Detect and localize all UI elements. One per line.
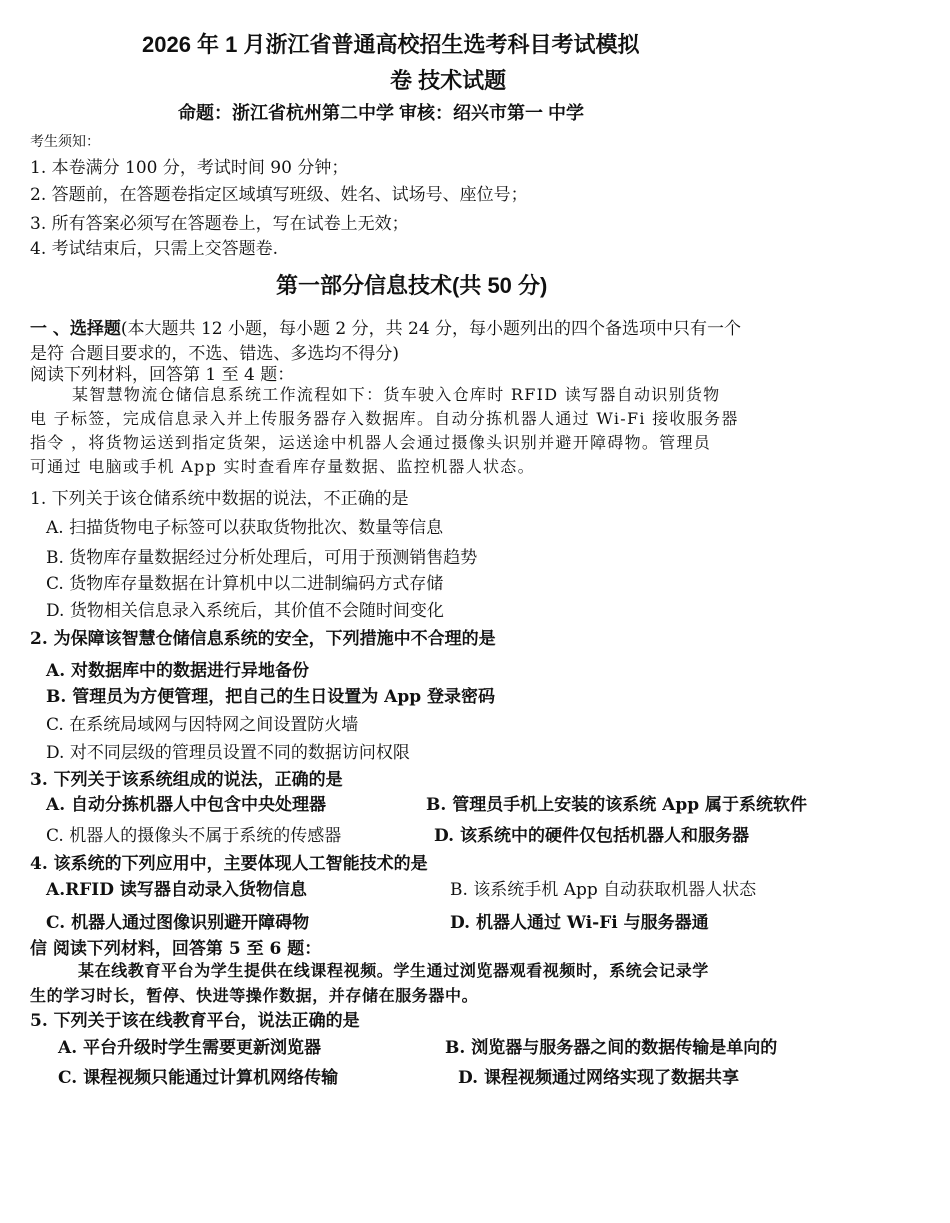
exam-title-line2: 卷 技术试题 xyxy=(390,68,507,93)
material-intro: 信 阅读下列材料，回答第 5 至 6 题： xyxy=(30,939,322,959)
part-title: 第一部分信息技术(共 50 分) xyxy=(276,273,548,298)
notice-item: 1. 本卷满分 100 分，考试时间 90 分钟； xyxy=(30,158,349,178)
question-option: C. 课程视频只能通过计算机网络传输 xyxy=(58,1068,339,1088)
question-option: A. 对数据库中的数据进行异地备份 xyxy=(46,661,310,681)
section-desc-cont: 是符 合题目要求的，不选、错选、多选均不得分) xyxy=(30,344,400,364)
question-stem: 4. 该系统的下列应用中，主要体现人工智能技术的是 xyxy=(30,854,428,874)
question-option: B. 该系统手机 App 自动获取机器人状态 xyxy=(450,880,757,900)
notice-item: 3. 所有答案必须写在答题卷上，写在试卷上无效； xyxy=(30,214,409,234)
question-option: A. 自动分拣机器人中包含中央处理器 xyxy=(46,795,327,815)
question-option: A.RFID 读写器自动录入货物信息 xyxy=(46,880,307,900)
question-stem: 3. 下列关于该系统组成的说法，正确的是 xyxy=(30,770,343,790)
question-option: C. 机器人通过图像识别避开障碍物 xyxy=(46,913,310,933)
notice-item: 2. 答题前，在答题卷指定区域填写班级、姓名、试场号、座位号； xyxy=(30,185,528,205)
question-option: A. 扫描货物电子标签可以获取货物批次、数量等信息 xyxy=(46,518,444,538)
section-header xyxy=(30,314,741,339)
exam-title-line1: 2026 年 1 月浙江省普通高校招生选考科目考试模拟 xyxy=(142,32,640,57)
question-option: C. 货物库存量数据在计算机中以二进制编码方式存储 xyxy=(46,574,444,594)
question-option: C. 在系统局域网与因特网之间设置防火墙 xyxy=(46,715,359,735)
question-option: B. 管理员为方便管理，把自己的生日设置为 App 登录密码 xyxy=(46,687,496,707)
question-option: D. 货物相关信息录入系统后，其价值不会随时间变化 xyxy=(46,601,444,621)
question-stem: 5. 下列关于该在线教育平台，说法正确的是 xyxy=(30,1011,360,1031)
question-option: B. 管理员手机上安装的该系统 App 属于系统软件 xyxy=(426,795,808,815)
question-option: B. 货物库存量数据经过分析处理后，可用于预测销售趋势 xyxy=(46,548,478,568)
material-line: 某在线教育平台为学生提供在线课程视频。学生通过浏览器观看视频时，系统会记录学 xyxy=(78,961,709,980)
material-line: 某智慧物流仓储信息系统工作流程如下：货车驶入仓库时 RFID 读写器自动识别货物 xyxy=(72,385,721,404)
material-line: 电 子标签，完成信息录入并上传服务器存入数据库。自动分拣机器人通过 Wi-Fi 接收服务器 xyxy=(30,409,739,428)
notice-item: 4. 考试结束后，只需上交答题卷. xyxy=(30,239,279,259)
exam-subtitle: 命题：浙江省杭州第二中学 审核：绍兴市第一 中学 xyxy=(178,103,584,123)
material-line: 生的学习时长，暂停、快进等操作数据，并存储在服务器中。 xyxy=(30,986,479,1005)
question-option: D. 该系统中的硬件仅包括机器人和服务器 xyxy=(434,826,749,846)
question-stem: 1. 下列关于该仓储系统中数据的说法，不正确的是 xyxy=(30,489,409,509)
material-line: 可通过 电脑或手机 App 实时查看库存量数据、监控机器人状态。 xyxy=(30,457,535,476)
notice-heading: 考生须知： xyxy=(30,134,100,150)
question-option: D. 课程视频通过网络实现了数据共享 xyxy=(458,1068,739,1088)
material-line: 指令 ，将货物运送到指定货架，运送途中机器人会通过摄像头识别并避开障碍物。管理员 xyxy=(30,433,712,452)
question-option: A. 平台升级时学生需要更新浏览器 xyxy=(58,1038,322,1058)
question-option: D. 对不同层级的管理员设置不同的数据访问权限 xyxy=(46,743,410,763)
question-option: B. 浏览器与服务器之间的数据传输是单向的 xyxy=(445,1038,778,1058)
question-stem: 2. 为保障该智慧仓储信息系统的安全，下列措施中不合理的是 xyxy=(30,629,496,649)
section-label: 一 、选择题 xyxy=(30,319,121,339)
section-desc: (本大题共 12 小题，每小题 2 分，共 24 分，每小题列出的四个备选项中只有一个 xyxy=(120,319,742,339)
material-intro: 阅读下列材料，回答第 1 至 4 题： xyxy=(30,365,295,385)
question-option: D. 机器人通过 Wi-Fi 与服务器通 xyxy=(450,913,709,933)
question-option: C. 机器人的摄像头不属于系统的传感器 xyxy=(46,826,342,846)
